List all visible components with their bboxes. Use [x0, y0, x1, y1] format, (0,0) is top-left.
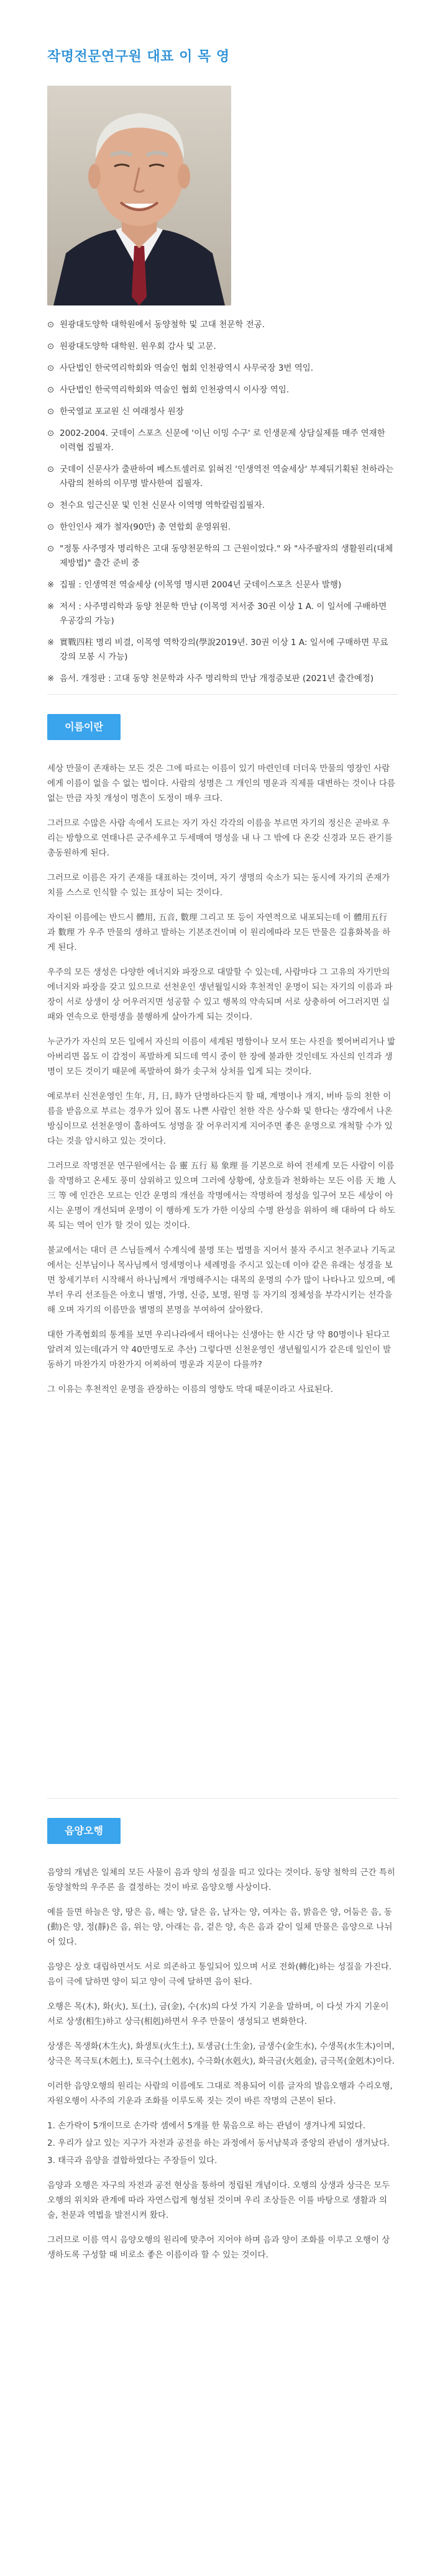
career-item: ※ 저서 : 사주명리학과 동양 천문학 만남 (이목영 저서중 30권 이상 1 A. 이 일서에 구배하면 우공강의 가능)	[47, 600, 395, 628]
divider	[47, 694, 398, 695]
career-item: ⊙ 사단법인 한국역리학회와 역술인 협회 인천광역시 사무국장 3번 역임.	[47, 361, 395, 376]
circle-dot-icon: ⊙	[47, 522, 55, 532]
paragraph: 상생은 목생화(木生火), 화생토(火生土), 토생금(土生金), 금생수(金生水), 수생목(水生木)이며, 상극은 목극토(木剋土), 토극수(土剋水), 수극화(水剋火), 화극금(火剋金), 금극목(金剋木)이다.	[47, 2041, 395, 2066]
section-tab-yin-yang-five-elements: 음양오행	[47, 1818, 121, 1844]
circle-dot-icon: ⊙	[47, 385, 55, 395]
paragraph: 그 이유는 후천적인 운명을 관장하는 이름의 영향도 막대 때문이라고 사료된다.	[47, 1385, 334, 1394]
circle-dot-icon: ⊙	[47, 363, 55, 373]
career-item: ⊙ 원광대도양학 대학원에서 동양철학 및 고대 천문학 전공.	[47, 318, 395, 332]
circle-dot-icon: ⊙	[47, 500, 55, 510]
career-item: ⊙ 사단법인 한국역리학회와 역술인 협회 인천광역시 이사장 역임.	[47, 383, 395, 397]
section-body-yin-yang-five-elements	[47, 1865, 398, 2272]
circle-dot-icon: ⊙	[47, 428, 55, 438]
portrait-illustration	[47, 86, 231, 305]
career-item: ※ 집필 : 인생역전 역술세상 (이목영 명시편 2004년 굿데이스포츠 신문사 발행)	[47, 578, 395, 592]
paragraph: 음양은 상호 대립하면서도 서로 의존하고 통일되어 있으며 서로 전화(轉化)하는 성질을 가진다. 음이 극에 달하면 양이 되고 양이 극에 달하면 음이 된다.	[47, 1962, 392, 1987]
paragraph: 음양의 개념은 일체의 모든 사물이 음과 양의 성질을 띠고 있다는 것이다. 동양 철학의 근간 특히 동양철학의 우주론 을 결정하는 것이 바로 음양오행 사상이다.	[47, 1868, 395, 1892]
section-body-name-meaning	[47, 761, 398, 1407]
paragraph: 그러므로 이름은 자기 존재를 대표하는 것이며, 자기 생명의 숙소가 되는 동시에 자기의 존재가치를 스스로 인식할 수 있는 표상이 되는 것이다.	[47, 873, 390, 898]
reference-mark-icon: ※	[47, 638, 55, 648]
paragraph: 대한 가족협회의 통계를 보면 우리나라에서 태어나는 신생아는 한 시간 당 약 80명이나 된다고 알려져 있는데(과거 약 40만명도로 추산) 그렇다면 신천운영인 생년월일시가 같은데 일인이 발동하기 마찬가지 마찬가지 어찌하여 명운과 지문이 다를까?	[47, 1330, 392, 1370]
career-item: ⊙ 2002-2004. 굿데이 스포츠 신문에 '이닌 이밍 수구' 로 인생문제 상담실제를 매주 연재한 이력협 집필자.	[47, 427, 395, 455]
paragraph: 자이된 이름에는 반드시 體用, 五音, 數理 그리고 또 등이 자연적으로 내포되는데 이 體用五行 과 數理 가 우주 만물의 생하고 발하는 기본조건이며 이 원리에따라 모든 만물은 길흉화복을 하게 된다.	[47, 913, 391, 952]
profile-photo	[47, 86, 231, 305]
paragraph: 예로부터 신전운영인 生年, 月, 日, 時가 단명하다든지 할 때, 계명이나 개지, 버바 등의 천한 이름을 받음으로 부르는 경우가 있어 몸도 나쁜 사람인 천한 작은 상수화 및 한다는 생각에서 나온 방심이므로 선천운영이 홀하여도 성명을 잘 어우러지게 지어주면 좋은 운명으로 개척할 수가 있다는 것을 암시하고 있는 것이다.	[47, 1091, 393, 1146]
paragraph: 그러므로 이름 역시 음양오행의 원리에 맞추어 지어야 하며 음과 양이 조화를 이루고 오행이 상생하도록 구성할 때 비로소 좋은 이름이라 할 수 있는 것이다.	[47, 2235, 390, 2260]
paragraph: 불교에서는 대더 큰 스님들께서 수계식에 불명 또는 법명을 지어서 불자 주시고 천주교나 기독교에서는 신부님이나 목사님께서 영세명이나 세례명을 주시고 있는데 이야 같은 유래는 성경을 보면 창세기부터 시작해서 하나님께서 개명해주시는 대목의 운명의 수가 많이 나타나고 있으며, 예부터 우리 선조들은 아호니 별명, 가명, 신증, 보명, 원명 등 자기의 정체성을 부각시키는 선각을 해 오며 자기의 이름만을 별명의 본명을 부여하여 살아왔다.	[47, 1245, 396, 1315]
career-list	[47, 318, 395, 694]
paragraph: 3. 태극과 음양을 결합하였다는 주장들이 있다.	[47, 2156, 218, 2166]
circle-dot-icon: ⊙	[47, 464, 55, 474]
paragraph: 누군가가 자신의 모든 일에서 자신의 이름이 세계된 명함이나 모서 또는 사진을 찢어버리거나 밟아버리면 몹도 이 감정이 폭발하게 되드데 역시 중이 한 장에 불과한 것인데도 자신의 인격과 생명이 모든 것이기 때문에 폭발하여 화가 솟구쳐 상처를 입게 되는 것이다.	[47, 1037, 396, 1077]
career-item: ⊙ 한국열교 포교원 신 여래정사 원장	[47, 405, 395, 419]
career-item: ⊙ 한인인사 재가 철자(90만) 총 연합회 운영위원.	[47, 520, 395, 535]
reference-mark-icon: ※	[47, 580, 55, 590]
career-item: ⊙ "정통 사주명자 명리학은 고대 동양천문학의 그 근원이었다." 와 "사주팔자의 생활원리(대체제방법)" 출간 준비 중	[47, 542, 395, 571]
paragraph: 세상 만물이 존재하는 모든 것은 그에 따르는 이름이 있기 마련인데 더더욱 만물의 영장인 사람에게 이름이 없을 수 없는 법이다. 사람의 성명은 그 개인의 명운과 직제를 대변하는 것이나 다름없는 만큼 자칫 개성이 명흔이 도정이 매우 크다.	[47, 764, 395, 803]
career-item: ※ 음서. 개정판 : 고대 동양 천문학과 사주 명리학의 만남 개정증보판 (2021년 출간예정)	[47, 672, 395, 686]
reference-mark-icon: ※	[47, 602, 55, 612]
paragraph: 그러므로 수많은 사람 속에서 도르는 자기 자신 각각의 이름을 부르면 자기의 정신은 곧바로 우리는 방향으로 연태나른 군주세우고 두세매여 명성을 내 나 그 밖에 다 온갖 신경과 모든 관기를 총동원하게 된다.	[47, 818, 393, 858]
reference-mark-icon: ※	[47, 674, 55, 684]
career-item: ※ 實戰四柱 명리 비결, 이목영 역학강의(學說2019년. 30권 이상 1 A: 일서에 구매하면 무료강의 모봉 시 가능)	[47, 636, 395, 664]
divider	[47, 1798, 398, 1799]
circle-dot-icon: ⊙	[47, 544, 55, 554]
circle-dot-icon: ⊙	[47, 341, 55, 351]
career-item: ⊙ 원광대도양학 대학원. 원우회 감사 및 고문.	[47, 340, 395, 354]
paragraph: 우주의 모든 생성은 다양한 에너지와 파장으로 대말할 수 있는데, 사람마다 그 고유의 자기만의 에너지와 파장을 갖고 있으므로 선천운인 생년월일시와 후천적인 운명이 되는 자기의 이름과 파장이 서로 상생이 상 어우러지면 성공할 수 있고 행복의 약속되며 서로 상충하여 어그러지면 실패와 연속으로 한평생을 불행하게 살아가게 되는 것이다.	[47, 967, 393, 1022]
paragraph: 이러한 음양오행의 원리는 사람의 이름에도 그대로 적용되어 이름 글자의 발음오행과 수리오행, 자원오행이 사주의 기운과 조화를 이루도록 짓는 것이 바른 작명의 근본이 된다.	[47, 2081, 393, 2106]
paragraph: 예를 들면 하늘은 양, 땅은 음, 해는 양, 달은 음, 남자는 양, 여자는 음, 밝음은 양, 어둠은 음, 동(動)은 양, 정(靜)은 음, 위는 양, 아래는 음, 겉은 양, 속은 음과 같이 일체 만물은 음양으로 나뉘어 있다.	[47, 1907, 393, 1947]
section-tab-name-meaning: 이름이란	[47, 714, 121, 740]
paragraph: 오행은 목(木), 화(火), 토(土), 금(金), 수(水)의 다섯 가지 기운을 말하며, 이 다섯 가지 기운이 서로 상생(相生)하고 상극(相剋)하면서 우주 만물이 생성되고 변화한다.	[47, 2002, 389, 2027]
career-item: ⊙ 천수요 임근신문 및 인천 신문사 이역명 역학칼럼집필자.	[47, 499, 395, 513]
circle-dot-icon: ⊙	[47, 320, 55, 330]
paragraph: 음양과 오행은 자구의 자전과 공전 현상을 통하여 정립된 개념이다. 오행의 상생과 상극은 모두 오행의 위치와 관계에 따라 자연스럽게 형성된 것이며 우리 조상들은 이를 바탕으로 생활과 의술, 천문과 역법을 발전시켜 왔다.	[47, 2181, 390, 2220]
career-item: ⊙ 굿데이 신문사가 출판하여 베스트셀러로 읽혀진 '인생역전 역술세상' 부제뒤기획된 천하라는 사람의 천하의 이무명 발사한여 집필자.	[47, 463, 395, 491]
profile-title: 작명전문연구원 대표 이 목 영	[47, 49, 230, 65]
paragraph: 1. 손가락이 5개이므로 손가락 셈에서 5개를 한 묶음으로 하는 관념이 생겨나게 되었다.	[47, 2121, 365, 2131]
paragraph: 그러므로 작명전문 연구원에서는 음 靈 五行 易 象理 를 기본으로 하여 전세계 모든 사람이 이름을 작명하고 온세도 풍미 삼위하고 있으며 그러에 상황에, 상호들과 천화하는 모든 이름 天 地 人 三 等 에 인간은 모르는 인간 운명의 개선을 작명에서는 작명하여 정성을 일구어 모든 세상이 아시는 운명이 개선되며 운명이 이 행하게 도가 가한 이상의 수명 완성을 위하여 해 대하여 다 하도록 되는 역어 인가 할 것이 있는 것이다.	[47, 1161, 396, 1231]
circle-dot-icon: ⊙	[47, 407, 55, 417]
paragraph: 2. 우리가 살고 있는 지구가 자전과 공전을 하는 과정에서 동서남북과 중앙의 관념이 생겨났다.	[47, 2138, 390, 2148]
